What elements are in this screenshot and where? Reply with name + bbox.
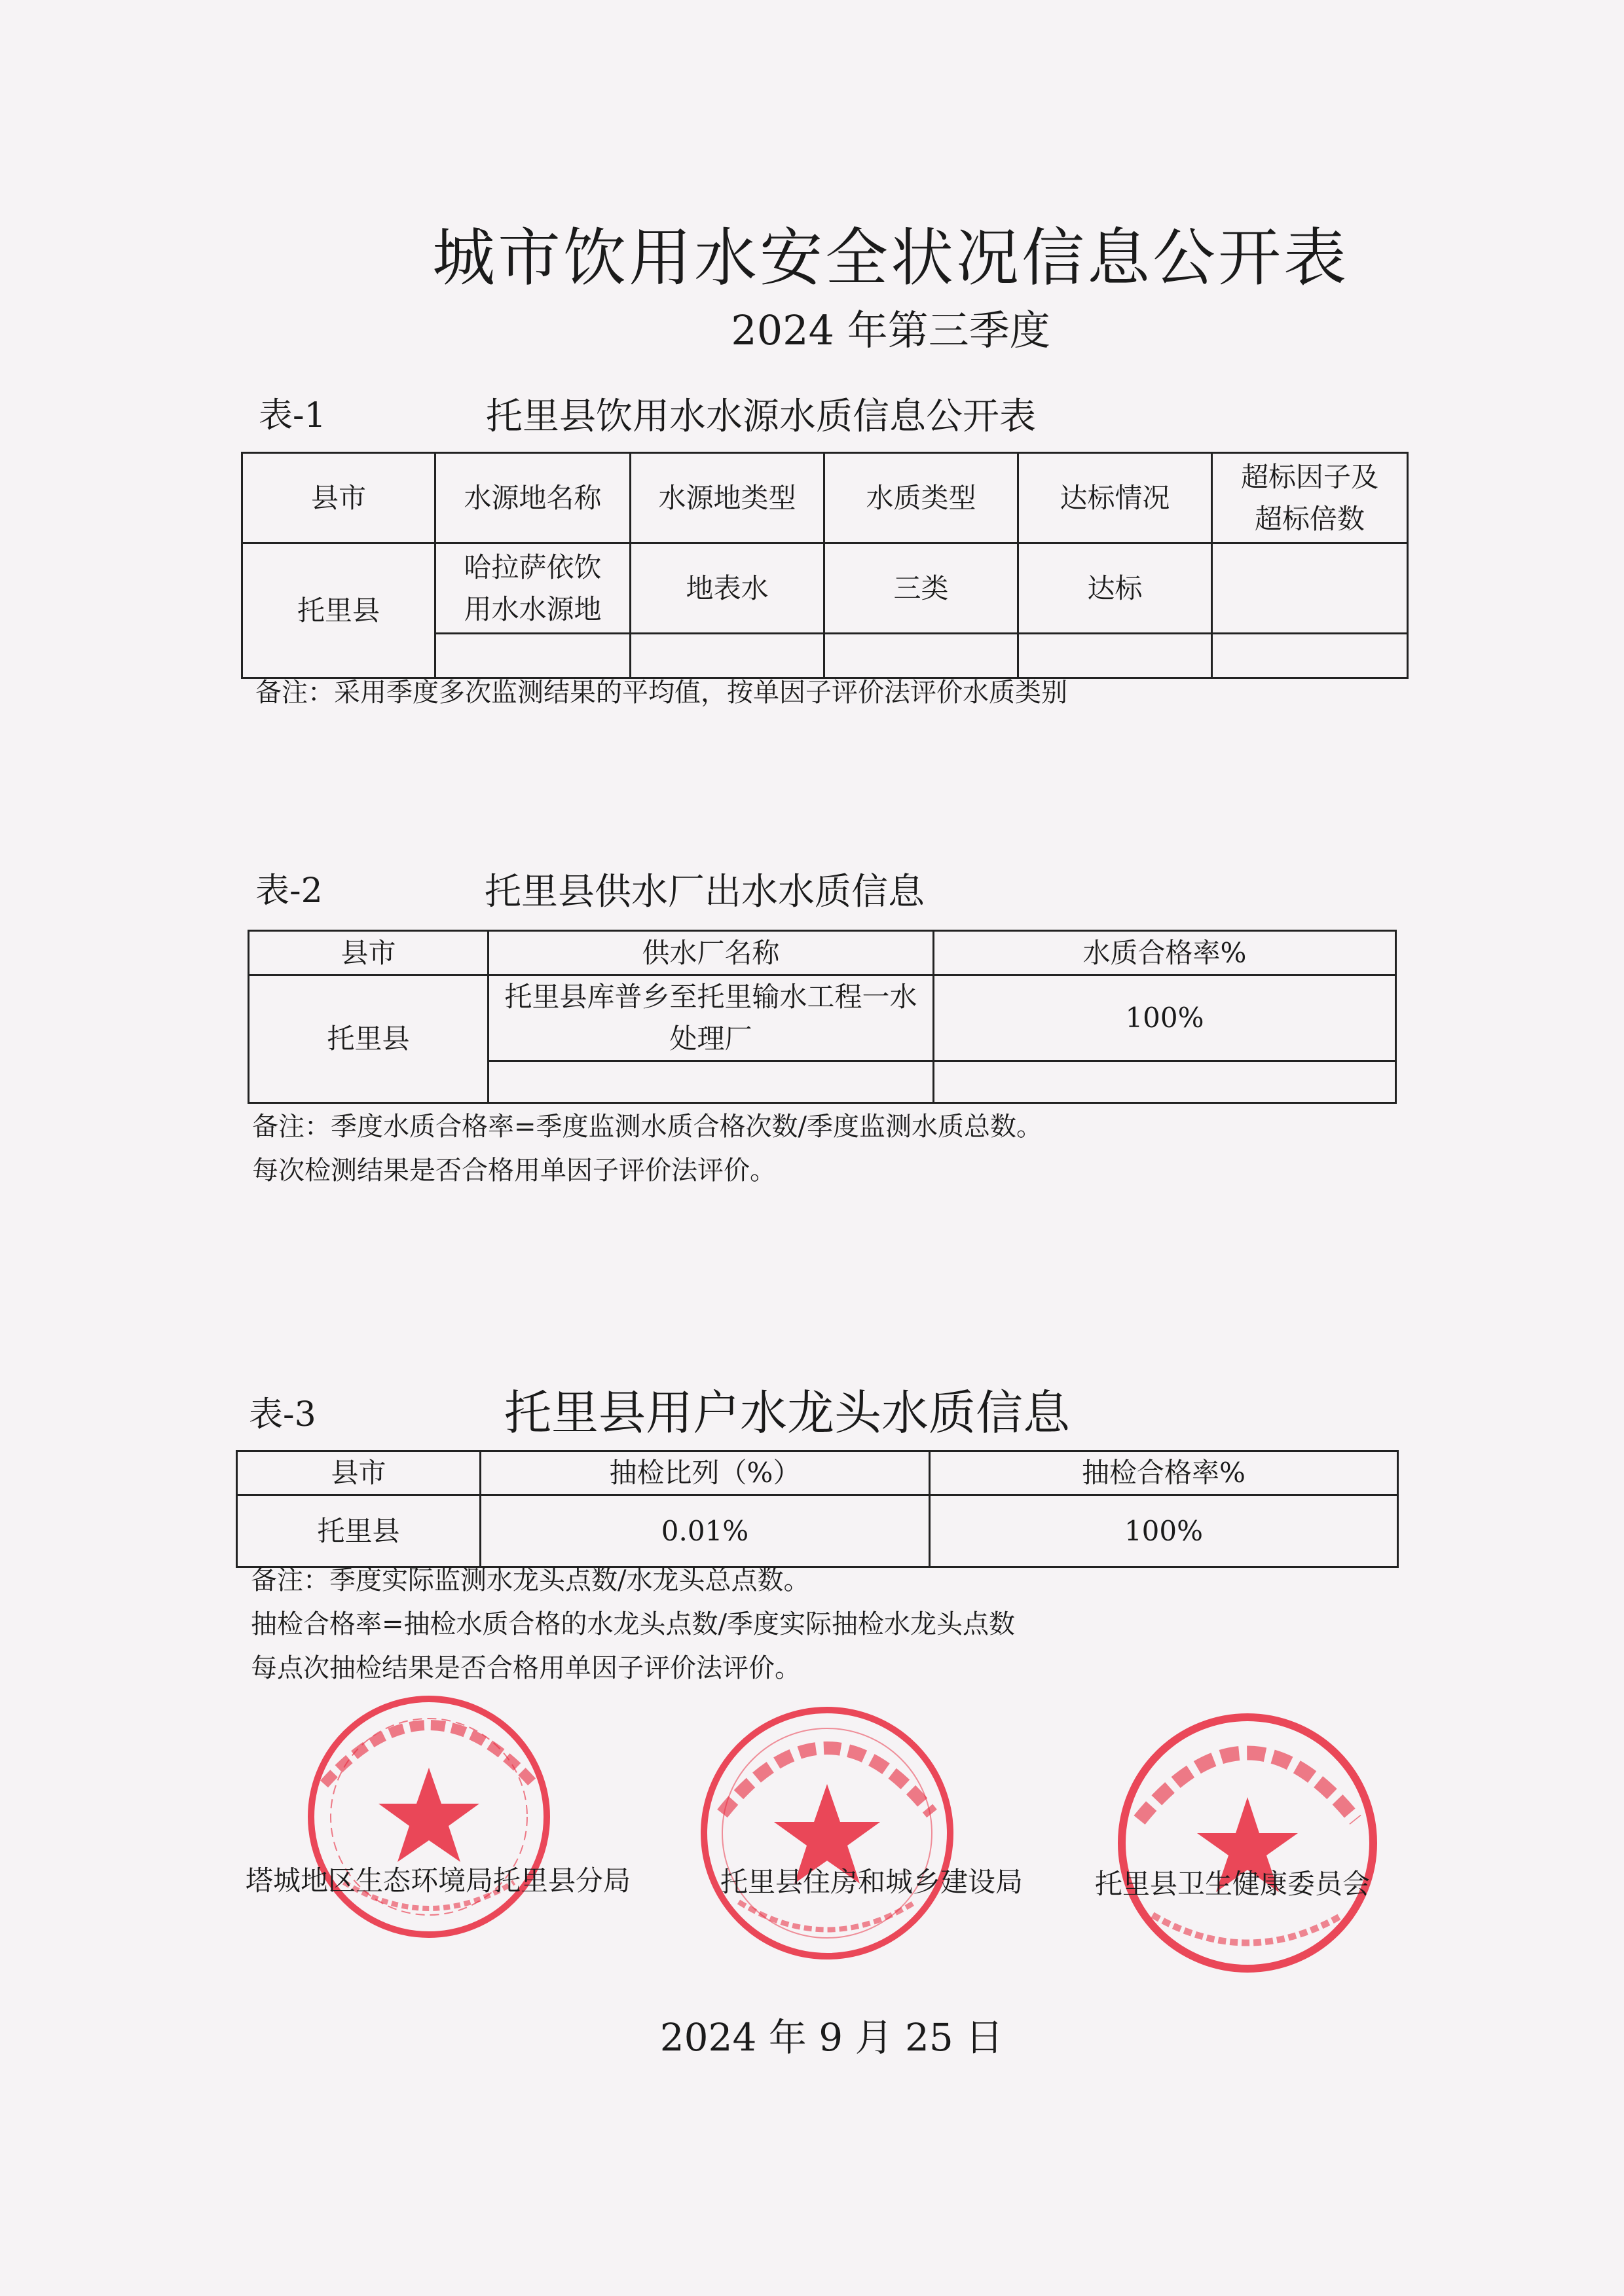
- table3-note-3: 每点次抽检结果是否合格用单因子评价法评价。: [251, 1653, 801, 1683]
- page-title: 城市饮用水安全状况信息公开表: [432, 221, 1349, 295]
- header-cell: 抽检比列（%）: [481, 1451, 930, 1495]
- header-cell: 县市: [237, 1451, 481, 1495]
- table2-note-2: 每次检测结果是否合格用单因子评价法评价。: [252, 1156, 776, 1186]
- seal-ecology-bureau: [298, 1686, 560, 1948]
- table3-note-2: 抽检合格率=抽检水质合格的水龙头点数/季度实际抽检水龙头点数: [251, 1609, 1015, 1639]
- exceed-cell: [1212, 543, 1408, 634]
- header-cell: 供水厂名称: [489, 931, 934, 975]
- table1-title: 托里县饮用水水源水质信息公开表: [486, 395, 1036, 438]
- seal-health-commission: [1110, 1705, 1385, 1980]
- rate-cell: 100%: [930, 1495, 1398, 1567]
- empty-cell: [489, 1061, 934, 1103]
- header-cell: 抽检合格率%: [930, 1451, 1398, 1495]
- quality-type-cell: 三类: [824, 543, 1018, 634]
- table-row: [242, 543, 1408, 634]
- issue-date: 2024 年 9 月 25 日: [659, 2015, 1004, 2060]
- table3-title: 托里县用户水龙头水质信息: [504, 1385, 1071, 1440]
- header-cell: 超标因子及超标倍数: [1212, 453, 1408, 543]
- org-housing-bureau: 托里县住房和城乡建设局: [720, 1866, 1024, 1898]
- table-row: [237, 1495, 1398, 1567]
- table1-note: 备注：采用季度多次监测结果的平均值，按单因子评价法评价水质类别: [255, 678, 1067, 708]
- table3-note-1: 备注：季度实际监测水龙头点数/水龙头总点数。: [251, 1565, 810, 1595]
- table2-label: 表-2: [255, 871, 323, 911]
- rate-cell: 100%: [934, 975, 1396, 1061]
- header-cell: 县市: [242, 453, 435, 543]
- table-header-row: [242, 453, 1408, 543]
- seal-housing-bureau: [693, 1699, 961, 1967]
- org-ecology-bureau: 塔城地区生态环境局托里县分局: [246, 1865, 631, 1897]
- table1-label: 表-1: [259, 396, 326, 435]
- status-cell: 达标: [1018, 543, 1212, 634]
- table-header-row: [237, 1451, 1398, 1495]
- county-cell: 托里县: [237, 1495, 481, 1567]
- empty-cell: [934, 1061, 1396, 1103]
- table-header-row: [249, 931, 1396, 975]
- header-cell: 达标情况: [1018, 453, 1212, 543]
- faucet-table: [236, 1450, 1399, 1568]
- plant-name-cell: 托里县库普乡至托里输水工程一水处理厂: [489, 975, 934, 1061]
- county-cell: 托里县: [249, 975, 489, 1103]
- header-cell: 水质类型: [824, 453, 1018, 543]
- page-subtitle: 2024 年第三季度: [731, 306, 1050, 354]
- org-health-commission: 托里县卫生健康委员会: [1095, 1868, 1371, 1900]
- table3-label: 表-3: [249, 1395, 316, 1434]
- source-type-cell: 地表水: [631, 543, 824, 634]
- water-source-table: [241, 452, 1409, 679]
- water-plant-table: [248, 930, 1397, 1104]
- header-cell: 水源地类型: [631, 453, 824, 543]
- table-row: [249, 975, 1396, 1061]
- header-cell: 县市: [249, 931, 489, 975]
- ratio-cell: 0.01%: [481, 1495, 930, 1567]
- table2-title: 托里县供水厂出水水质信息: [485, 871, 925, 913]
- table2-note-1: 备注：季度水质合格率=季度监测水质合格次数/季度监测水质总数。: [252, 1112, 1043, 1142]
- source-name-cell: 哈拉萨依饮用水水源地: [435, 543, 631, 634]
- county-cell: 托里县: [242, 543, 435, 678]
- header-cell: 水质合格率%: [934, 931, 1396, 975]
- empty-cell: [1212, 634, 1408, 678]
- header-cell: 水源地名称: [435, 453, 631, 543]
